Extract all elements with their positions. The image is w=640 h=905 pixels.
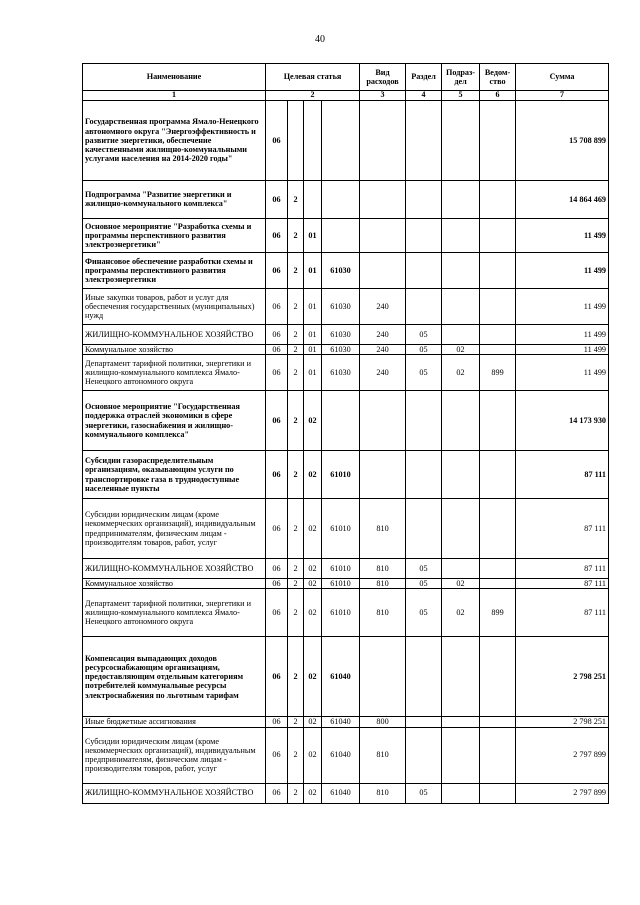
table-row	[83, 589, 609, 637]
table-row	[83, 637, 609, 717]
expense-type-cell: 240	[360, 324, 406, 344]
target-article-direction: 61030	[322, 252, 360, 288]
expense-type-cell: 240	[360, 355, 406, 391]
target-article-direction: 61010	[322, 559, 360, 579]
header-target-article: Целевая статья	[266, 64, 360, 91]
target-article-direction: 61030	[322, 288, 360, 324]
section-cell	[406, 180, 442, 218]
target-article-program: 06	[266, 355, 288, 391]
target-article-event: 01	[304, 344, 322, 354]
target-article-program: 06	[266, 727, 288, 783]
table-row	[83, 344, 609, 354]
table-row	[83, 451, 609, 499]
row-name: Иные бюджетные ассигнования	[83, 717, 266, 727]
target-article-program: 06	[266, 559, 288, 579]
amount-cell: 2 798 251	[516, 637, 609, 717]
target-article-program: 06	[266, 499, 288, 559]
section-cell	[406, 717, 442, 727]
header-department: Ведом-ство	[480, 64, 516, 91]
department-cell	[480, 100, 516, 180]
target-article-program: 06	[266, 637, 288, 717]
department-cell	[480, 559, 516, 579]
expense-type-cell: 240	[360, 344, 406, 354]
amount-cell: 87 111	[516, 499, 609, 559]
row-name: Иные закупки товаров, работ и услуг для обеспечения государственных (муниципальных) нужд	[83, 288, 266, 324]
subsection-cell	[442, 218, 480, 252]
subsection-cell	[442, 391, 480, 451]
target-article-subprogram: 2	[288, 391, 304, 451]
row-name: Финансовое обеспечение разработки схемы и программы перспективного развития электроэнергетики	[83, 252, 266, 288]
department-cell	[480, 717, 516, 727]
target-article-subprogram: 2	[288, 288, 304, 324]
header-number: 2	[266, 91, 360, 101]
expense-type-cell	[360, 252, 406, 288]
header-number: 3	[360, 91, 406, 101]
target-article-direction: 61040	[322, 727, 360, 783]
table-row	[83, 288, 609, 324]
target-article-program: 06	[266, 100, 288, 180]
department-cell	[480, 391, 516, 451]
target-article-program: 06	[266, 589, 288, 637]
amount-cell: 87 111	[516, 589, 609, 637]
target-article-direction: 61040	[322, 717, 360, 727]
target-article-direction: 61030	[322, 355, 360, 391]
target-article-direction: 61040	[322, 637, 360, 717]
section-cell	[406, 499, 442, 559]
target-article-program: 06	[266, 288, 288, 324]
table-row	[83, 717, 609, 727]
expense-type-cell: 810	[360, 783, 406, 803]
target-article-event: 02	[304, 589, 322, 637]
department-cell	[480, 727, 516, 783]
department-cell: 899	[480, 589, 516, 637]
target-article-event: 02	[304, 717, 322, 727]
table-row	[83, 559, 609, 579]
subsection-cell	[442, 717, 480, 727]
amount-cell: 11 499	[516, 344, 609, 354]
target-article-subprogram: 2	[288, 355, 304, 391]
section-cell	[406, 252, 442, 288]
target-article-event: 02	[304, 783, 322, 803]
header-number: 7	[516, 91, 609, 101]
subsection-cell	[442, 637, 480, 717]
row-name: Коммунальное хозяйство	[83, 344, 266, 354]
table-row	[83, 499, 609, 559]
target-article-program: 06	[266, 391, 288, 451]
table-row	[83, 324, 609, 344]
target-article-direction	[322, 100, 360, 180]
amount-cell: 2 797 899	[516, 783, 609, 803]
expense-type-cell	[360, 100, 406, 180]
amount-cell: 11 499	[516, 288, 609, 324]
subsection-cell	[442, 100, 480, 180]
target-article-event: 02	[304, 391, 322, 451]
department-cell	[480, 180, 516, 218]
amount-cell: 14 173 930	[516, 391, 609, 451]
expense-type-cell	[360, 391, 406, 451]
target-article-event: 01	[304, 324, 322, 344]
row-name: ЖИЛИЩНО-КОММУНАЛЬНОЕ ХОЗЯЙСТВО	[83, 324, 266, 344]
expense-type-cell: 810	[360, 499, 406, 559]
department-cell	[480, 637, 516, 717]
target-article-direction	[322, 218, 360, 252]
section-cell: 05	[406, 589, 442, 637]
subsection-cell	[442, 783, 480, 803]
row-name: Субсидии юридическим лицам (кроме некоммерческих организаций), индивидуальным предпринимателям, физическим лицам - производителям товаров, работ, услуг	[83, 727, 266, 783]
target-article-subprogram: 2	[288, 180, 304, 218]
target-article-direction	[322, 391, 360, 451]
section-cell: 05	[406, 344, 442, 354]
section-cell	[406, 451, 442, 499]
target-article-subprogram: 2	[288, 727, 304, 783]
department-cell	[480, 451, 516, 499]
subsection-cell	[442, 499, 480, 559]
row-name: Коммунальное хозяйство	[83, 579, 266, 589]
expense-type-cell	[360, 218, 406, 252]
amount-cell: 87 111	[516, 559, 609, 579]
target-article-direction: 61010	[322, 499, 360, 559]
expense-type-cell: 240	[360, 288, 406, 324]
target-article-subprogram: 2	[288, 717, 304, 727]
table-row	[83, 579, 609, 589]
subsection-cell	[442, 324, 480, 344]
target-article-subprogram: 2	[288, 252, 304, 288]
expense-type-cell: 810	[360, 559, 406, 579]
target-article-event: 02	[304, 559, 322, 579]
target-article-subprogram: 2	[288, 499, 304, 559]
department-cell	[480, 324, 516, 344]
header-name: Наименование	[83, 64, 266, 91]
target-article-program: 06	[266, 180, 288, 218]
budget-table	[82, 63, 609, 804]
target-article-event: 02	[304, 727, 322, 783]
header-number: 4	[406, 91, 442, 101]
row-name: Департамент тарифной политики, энергетики и жилищно-коммунального комплекса Ямало-Ненецкого автономного округа	[83, 355, 266, 391]
target-article-event	[304, 100, 322, 180]
header-number: 1	[83, 91, 266, 101]
target-article-direction: 61010	[322, 451, 360, 499]
subsection-cell: 02	[442, 355, 480, 391]
subsection-cell: 02	[442, 589, 480, 637]
department-cell	[480, 499, 516, 559]
table-row	[83, 391, 609, 451]
target-article-program: 06	[266, 579, 288, 589]
expense-type-cell	[360, 451, 406, 499]
amount-cell: 2 798 251	[516, 717, 609, 727]
subsection-cell	[442, 727, 480, 783]
target-article-event: 02	[304, 451, 322, 499]
target-article-event: 01	[304, 218, 322, 252]
amount-cell: 2 797 899	[516, 727, 609, 783]
target-article-program: 06	[266, 252, 288, 288]
header-section: Раздел	[406, 64, 442, 91]
table-row	[83, 355, 609, 391]
row-name: Подпрограмма "Развитие энергетики и жилищно-коммунального комплекса"	[83, 180, 266, 218]
target-article-event: 02	[304, 579, 322, 589]
amount-cell: 11 499	[516, 355, 609, 391]
target-article-subprogram: 2	[288, 637, 304, 717]
section-cell	[406, 218, 442, 252]
target-article-subprogram: 2	[288, 451, 304, 499]
header-amount: Сумма	[516, 64, 609, 91]
target-article-direction: 61010	[322, 589, 360, 637]
target-article-program: 06	[266, 717, 288, 727]
target-article-subprogram: 2	[288, 324, 304, 344]
header-expense-type: Вид расходов	[360, 64, 406, 91]
target-article-direction: 61010	[322, 579, 360, 589]
target-article-program: 06	[266, 451, 288, 499]
section-cell	[406, 727, 442, 783]
section-cell	[406, 637, 442, 717]
department-cell	[480, 218, 516, 252]
amount-cell: 11 499	[516, 324, 609, 344]
target-article-event: 01	[304, 288, 322, 324]
header-subsection: Подраз-дел	[442, 64, 480, 91]
target-article-event: 01	[304, 355, 322, 391]
table-row	[83, 252, 609, 288]
row-name: Основное мероприятие "Государственная поддержка отраслей экономики в сфере энергетики, газоснабжения и жилищно-коммунального комплекса"	[83, 391, 266, 451]
amount-cell: 11 499	[516, 252, 609, 288]
expense-type-cell: 810	[360, 589, 406, 637]
table-row	[83, 727, 609, 783]
amount-cell: 11 499	[516, 218, 609, 252]
header-number: 5	[442, 91, 480, 101]
subsection-cell	[442, 451, 480, 499]
subsection-cell: 02	[442, 579, 480, 589]
target-article-subprogram: 2	[288, 783, 304, 803]
section-cell: 05	[406, 355, 442, 391]
amount-cell: 14 864 469	[516, 180, 609, 218]
table-row	[83, 783, 609, 803]
target-article-program: 06	[266, 324, 288, 344]
expense-type-cell: 810	[360, 579, 406, 589]
row-name: Субсидии юридическим лицам (кроме некоммерческих организаций), индивидуальным предпринимателям, физическим лицам - производителям товаров, работ, услуг	[83, 499, 266, 559]
amount-cell: 87 111	[516, 579, 609, 589]
section-cell: 05	[406, 783, 442, 803]
row-name: Основное мероприятие "Разработка схемы и программы перспективного развития электроэнергетики"	[83, 218, 266, 252]
department-cell: 899	[480, 355, 516, 391]
target-article-event: 02	[304, 637, 322, 717]
row-name: Департамент тарифной политики, энергетики и жилищно-коммунального комплекса Ямало-Ненецкого автономного округа	[83, 589, 266, 637]
target-article-subprogram: 2	[288, 344, 304, 354]
section-cell: 05	[406, 559, 442, 579]
target-article-program: 06	[266, 218, 288, 252]
section-cell	[406, 288, 442, 324]
row-name: Компенсация выпадающих доходов ресурсоснабжающим организациям, предоставляющим отдельным категориям потребителей коммунальные ресурсы электроснабжения по льготным тарифам	[83, 637, 266, 717]
expense-type-cell	[360, 180, 406, 218]
target-article-program: 06	[266, 344, 288, 354]
target-article-program: 06	[266, 783, 288, 803]
table-body	[83, 100, 609, 803]
row-name: ЖИЛИЩНО-КОММУНАЛЬНОЕ ХОЗЯЙСТВО	[83, 559, 266, 579]
amount-cell: 87 111	[516, 451, 609, 499]
section-cell: 05	[406, 324, 442, 344]
target-article-subprogram: 2	[288, 589, 304, 637]
table-row	[83, 100, 609, 180]
subsection-cell	[442, 252, 480, 288]
subsection-cell	[442, 288, 480, 324]
subsection-cell	[442, 180, 480, 218]
expense-type-cell: 800	[360, 717, 406, 727]
table-row	[83, 218, 609, 252]
target-article-subprogram: 2	[288, 579, 304, 589]
target-article-direction	[322, 180, 360, 218]
page-number: 40	[315, 34, 325, 45]
department-cell	[480, 288, 516, 324]
department-cell	[480, 783, 516, 803]
target-article-subprogram	[288, 100, 304, 180]
department-cell	[480, 252, 516, 288]
row-name: Субсидии газораспределительным организациям, оказывающим услуги по транспортировке газа в труднодоступные населенные пункты	[83, 451, 266, 499]
target-article-direction: 61030	[322, 344, 360, 354]
expense-type-cell: 810	[360, 727, 406, 783]
subsection-cell: 02	[442, 344, 480, 354]
section-cell	[406, 391, 442, 451]
target-article-direction: 61030	[322, 324, 360, 344]
target-article-event: 01	[304, 252, 322, 288]
target-article-event: 02	[304, 499, 322, 559]
row-name: Государственная программа Ямало-Ненецкого автономного округа "Энергоэффективность и развитие энергетики, обеспечение качественными жилищно-коммунальными услугами населения на 2014-2020 годы"	[83, 100, 266, 180]
section-cell: 05	[406, 579, 442, 589]
table-row	[83, 180, 609, 218]
row-name: ЖИЛИЩНО-КОММУНАЛЬНОЕ ХОЗЯЙСТВО	[83, 783, 266, 803]
department-cell	[480, 579, 516, 589]
target-article-direction: 61040	[322, 783, 360, 803]
header-number: 6	[480, 91, 516, 101]
amount-cell: 15 708 899	[516, 100, 609, 180]
department-cell	[480, 344, 516, 354]
target-article-event	[304, 180, 322, 218]
target-article-subprogram: 2	[288, 218, 304, 252]
subsection-cell	[442, 559, 480, 579]
target-article-subprogram: 2	[288, 559, 304, 579]
expense-type-cell	[360, 637, 406, 717]
section-cell	[406, 100, 442, 180]
